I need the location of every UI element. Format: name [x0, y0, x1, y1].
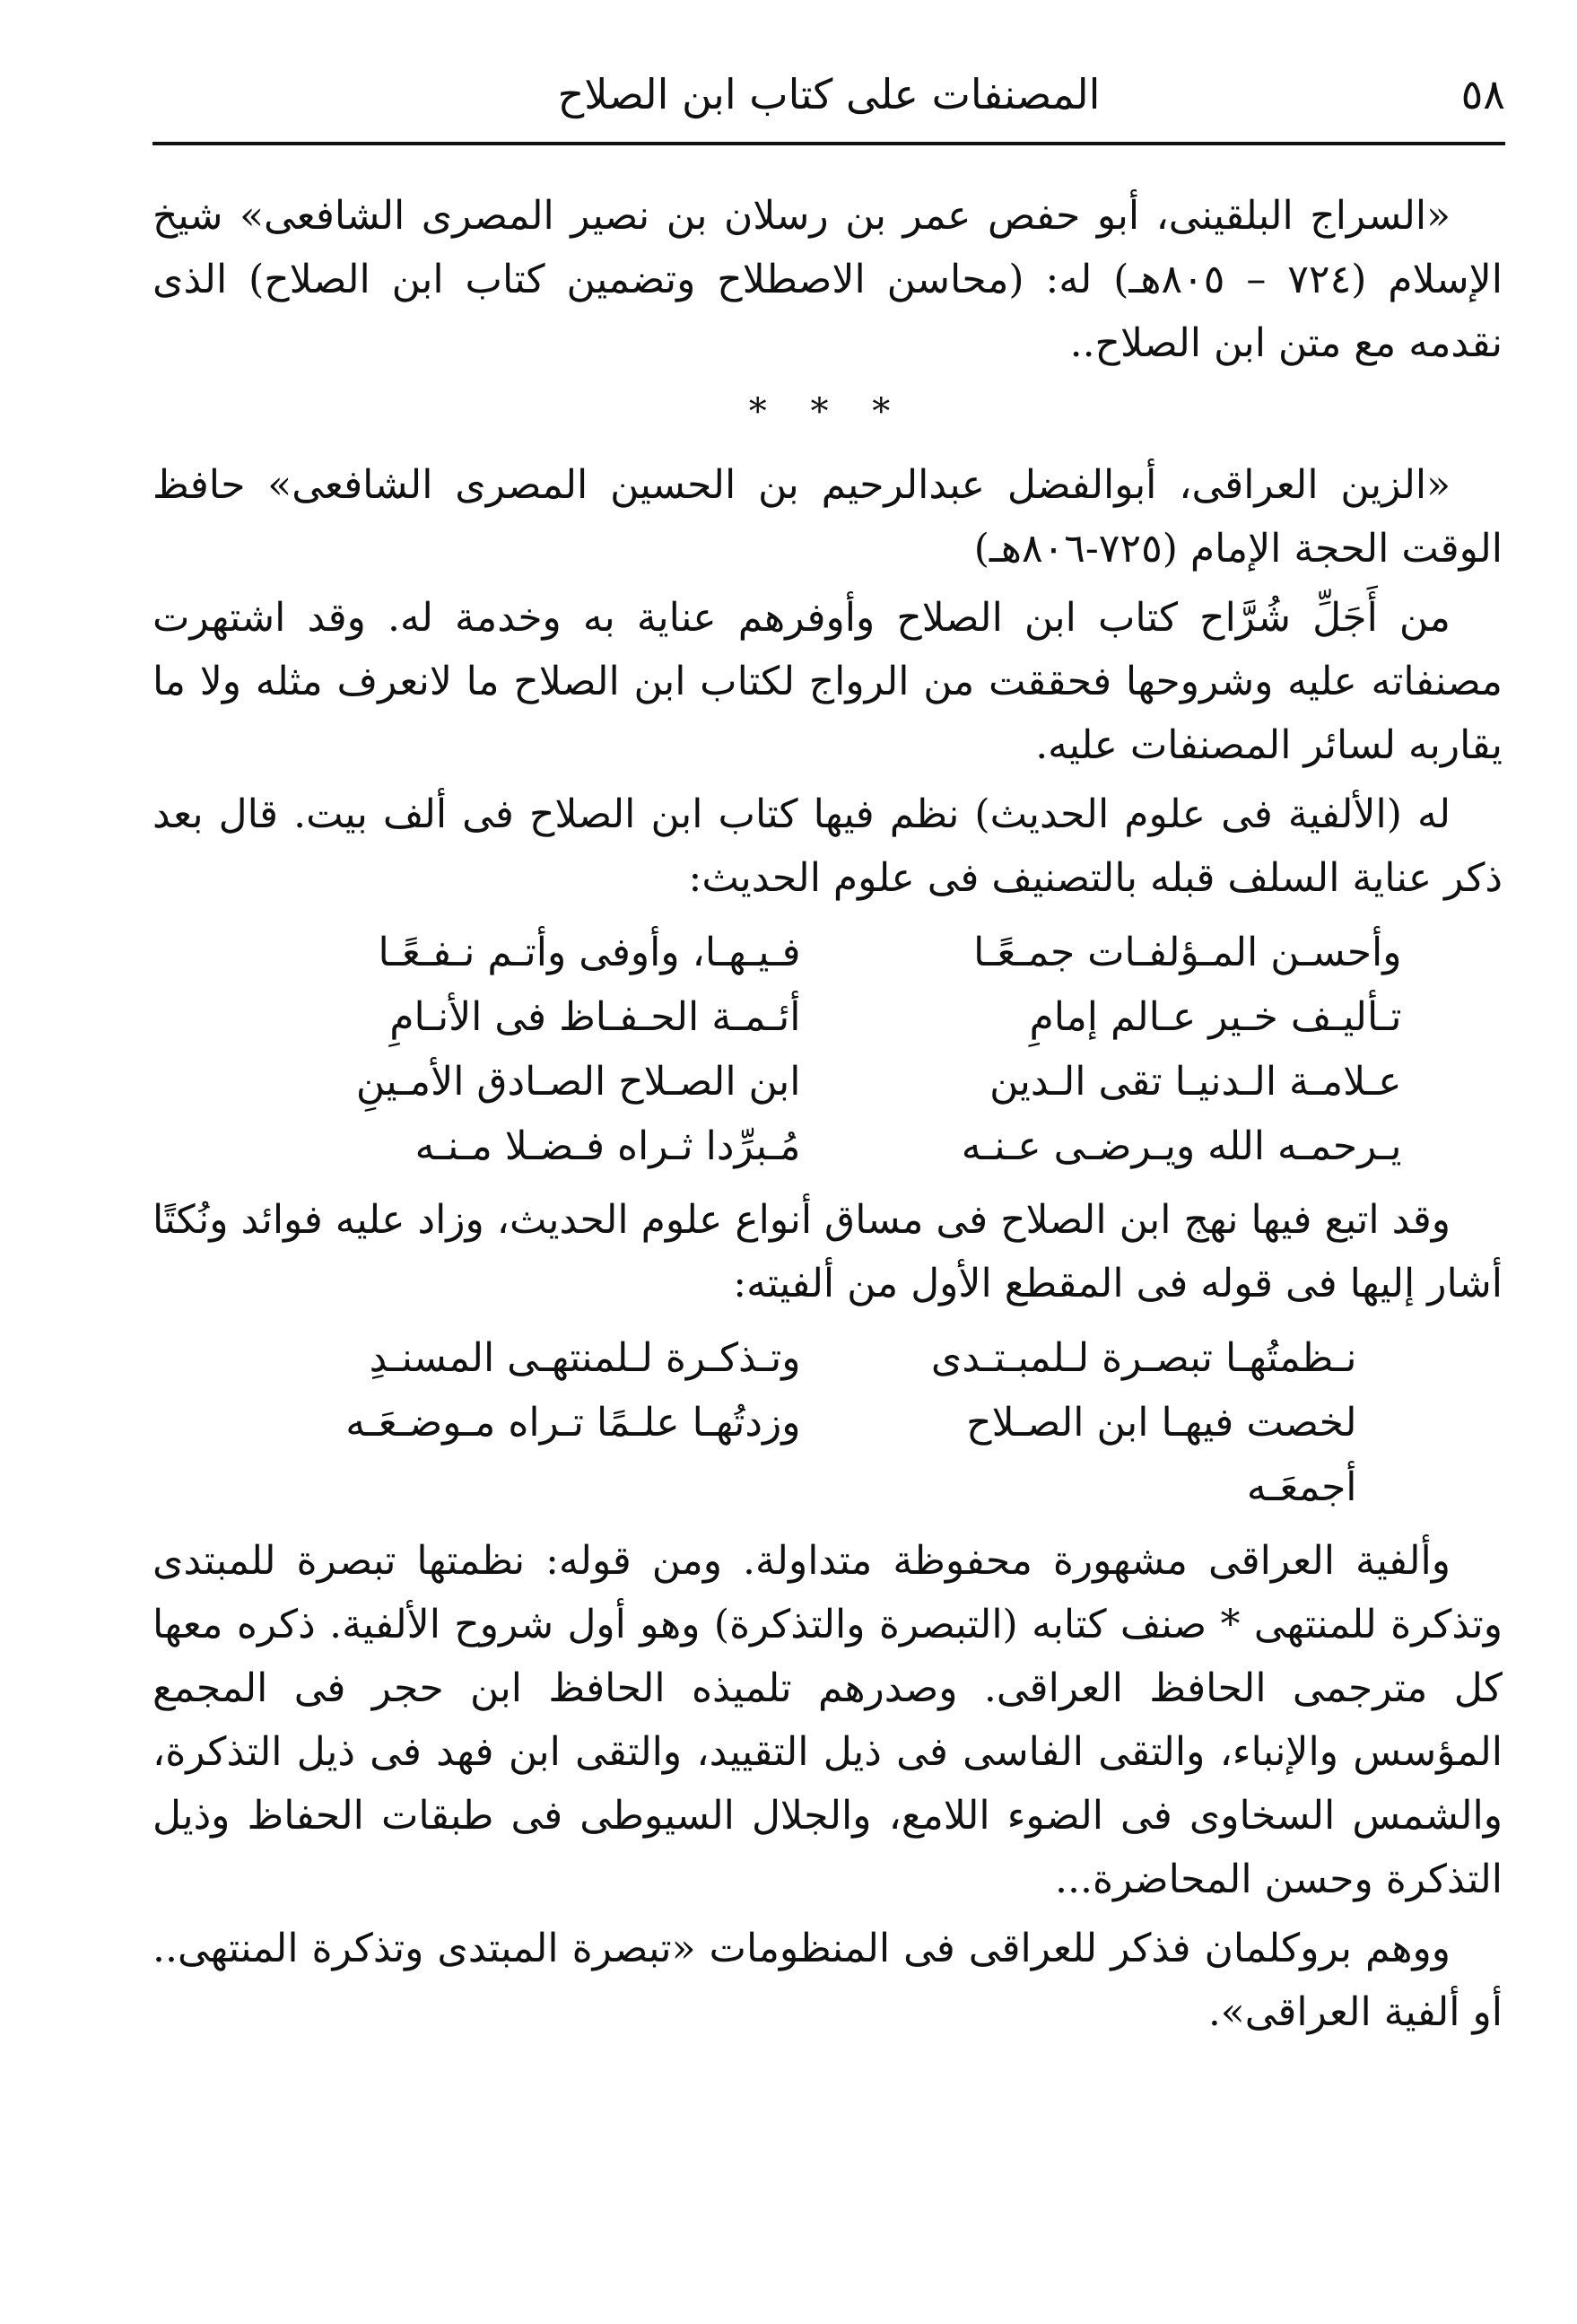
verse-first-hemistich: وأحسـن المـؤلفـات جمـعًـا: [973, 930, 1402, 975]
paragraph-2: «الزين العراقى، أبوالفضل عبدالرحيم بن الحسين المصرى الشافعى» حافظ الوقت الحجة الإمام (٧٢٥-٨٠٦هـ): [152, 462, 1503, 572]
running-title: المصنفات على كتاب ابن الصلاح: [557, 70, 1101, 118]
verse-first-hemistich: نـظمتُهـا تبصـرة لـلمبـتـدى: [930, 1335, 1357, 1381]
paragraph-6: وألفية العراقى مشهورة محفوظة متداولة. ومن قوله: نظمتها تبصرة للمبتدى وتذكرة للمنتهى * صنف كتابه (التبصرة والتذكرة) وهو أول شروح الألفية. ذكره معها كل مترجمى الحافظ العراقى. وصدرهم تلميذه الحافظ ابن حجر فى المجمع المؤسس والإنباء، والتقى الفاسى فى ذيل التقييد، والتقى ابن فهد فى ذيل التذكرة، والشمس السخاوى فى الضوء اللامع، والجلال السيوطى فى طبقات الحفاظ وذيل التذكرة وحسن المحاضرة...: [152, 1538, 1503, 1902]
verse-second-hemistich: أئـمـة الحـفـاظ فى الأنـامِ: [389, 994, 801, 1040]
paragraph-7: ووهم بروكلمان فذكر للعراقى فى المنظومات «تبصرة المبتدى وتذكرة المنتهى.. أو ألفية العراقى».: [152, 1926, 1503, 2035]
header-rule: [152, 142, 1505, 145]
verse-second-hemistich: ابن الصـلاح الصـادق الأمـينِ: [355, 1059, 801, 1105]
section-separator: * * *: [748, 391, 907, 432]
verse-second-hemistich: وتـذكـرة لـلمنتهـى المسنـدِ: [369, 1335, 801, 1381]
verse-first-hemistich: يـرحمـه الله ويـرضـى عـنـه: [961, 1123, 1402, 1169]
verse-first-hemistich: تـأليـف خـير عـالم إمامِ: [1029, 994, 1402, 1040]
verse-first-hemistich: لخصت فيهـا ابن الصـلاح أجمعَـه: [966, 1400, 1357, 1510]
page-number: ٥٨: [1460, 70, 1505, 118]
body-text: [152, 184, 1503, 2049]
verse-first-hemistich: عـلامـة الـدنيـا تقى الـدين: [989, 1059, 1402, 1105]
poem-block-2: [245, 1326, 1411, 1520]
verse-second-hemistich: فـيـهـا، وأوفى وأتـم نـفـعًـا: [378, 930, 801, 975]
poem-block-1: [200, 921, 1456, 1179]
page-header: [152, 63, 1505, 145]
paragraph-1: «السراج البلقينى، أبو حفص عمر بن رسلان بن نصير المصرى الشافعى» شيخ الإسلام (٧٢٤ – ٨٠٥هـ) له: (محاسن الاصطلاح وتضمين كتاب ابن الصلاح) الذى نقدمه مع متن ابن الصلاح..: [152, 193, 1503, 366]
paragraph-5: وقد اتبع فيها نهج ابن الصلاح فى مساق أنواع علوم الحديث، وزاد عليه فوائد ونُكتًا أشار إليها فى قوله فى المقطع الأول من ألفيته:: [152, 1197, 1503, 1306]
paragraph-3: من أَجَلِّ شُرَّاح كتاب ابن الصلاح وأوفرهم عناية به وخدمة له. وقد اشتهرت مصنفاته عليه وشروحها فحققت من الرواج لكتاب ابن الصلاح ما لانعرف مثله ولا ما يقاربه لسائر المصنفات عليه.: [152, 595, 1503, 768]
verse-second-hemistich: مُـبرِّدا ثـراه فـضـلا مـنـه: [414, 1123, 801, 1169]
paragraph-4: له (الألفية فى علوم الحديث) نظم فيها كتاب ابن الصلاح فى ألف بيت. قال بعد ذكر عناية السلف قبله بالتصنيف فى علوم الحديث:: [152, 791, 1503, 901]
verse-second-hemistich: وزدتُهـا علـمًا تـراه مـوضـعَـه: [345, 1400, 801, 1446]
